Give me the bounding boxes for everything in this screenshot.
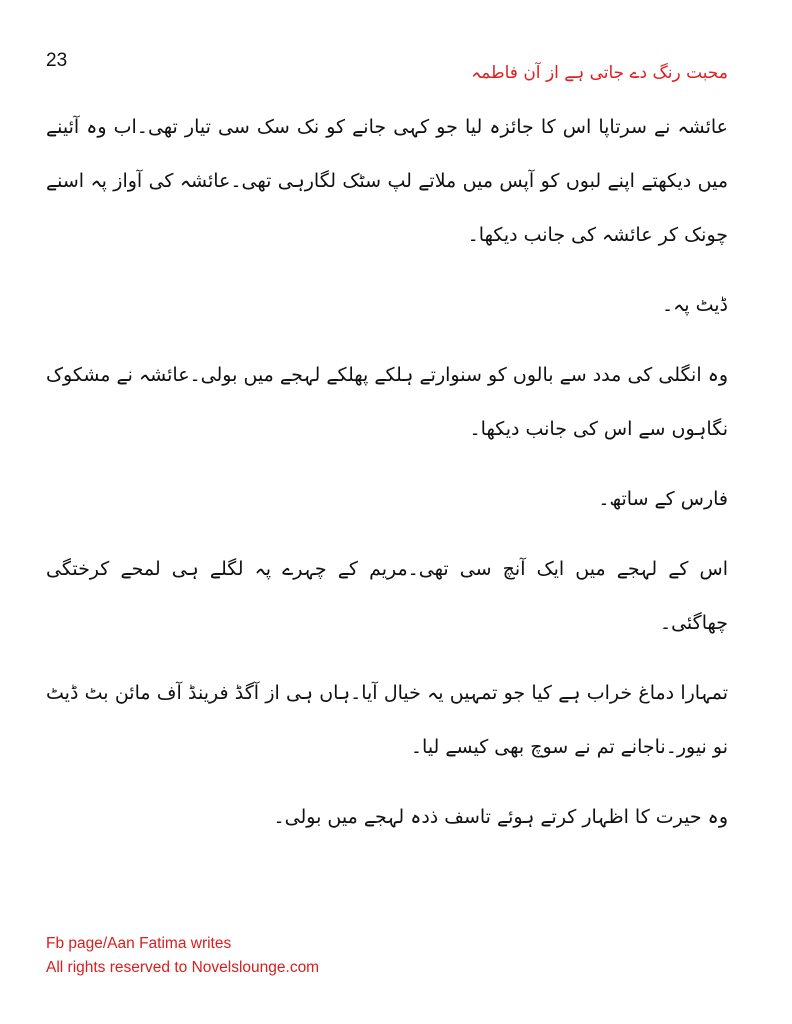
paragraph-6: تمہارا دماغ خراب ہے کیا جو تمہیں یہ خیال آیا۔ہاں ہی از آگڈ فرینڈ آف مائن بٹ ڈیٹ نو نیور۔ناجانے تم نے سوچ بھی کیسے لیا۔ — [46, 682, 728, 758]
paragraph-7: وہ حیرت کا اظہار کرتے ہوئے تاسف ذدہ لہجے میں بولی۔ — [273, 806, 728, 828]
novel-title-header: محبت رنگ دے جاتی ہے از آن فاطمہ — [471, 63, 728, 83]
paragraph-5: اس کے لہجے میں ایک آنچ سی تھی۔مریم کے چہرے پہ لگلے ہی لمحے کرختگی چھاگئی۔ — [46, 558, 728, 634]
paragraph-1: عائشہ نے سرتاپا اس کا جائزہ لیا جو کہی جانے کو نک سک سی تیار تھی۔اب وہ آئینے میں دیکھتے اپنے لبوں کو آپس میں ملاتے لپ سٹک لگارہی تھی۔عائشہ کی آواز پہ اسنے چونک کر عائشہ کی جانب دیکھا۔ — [46, 116, 728, 246]
footer-rights: All rights reserved to Novelslounge.com — [46, 959, 320, 976]
footer-credits — [46, 932, 319, 980]
paragraph-2: ڈیٹ پہ۔ — [662, 294, 728, 316]
page-number: 23 — [46, 50, 68, 71]
paragraph-3: وہ انگلی کی مدد سے بالوں کو سنوارتے ہلکے پھلکے لہجے میں بولی۔عائشہ نے مشکوک نگاہوں سے اس کی جانب دیکھا۔ — [46, 364, 728, 440]
story-body — [46, 100, 728, 860]
footer-fb-page: Fb page/Aan Fatima writes — [46, 935, 232, 952]
paragraph-4: فارس کے ساتھ۔ — [598, 488, 728, 510]
